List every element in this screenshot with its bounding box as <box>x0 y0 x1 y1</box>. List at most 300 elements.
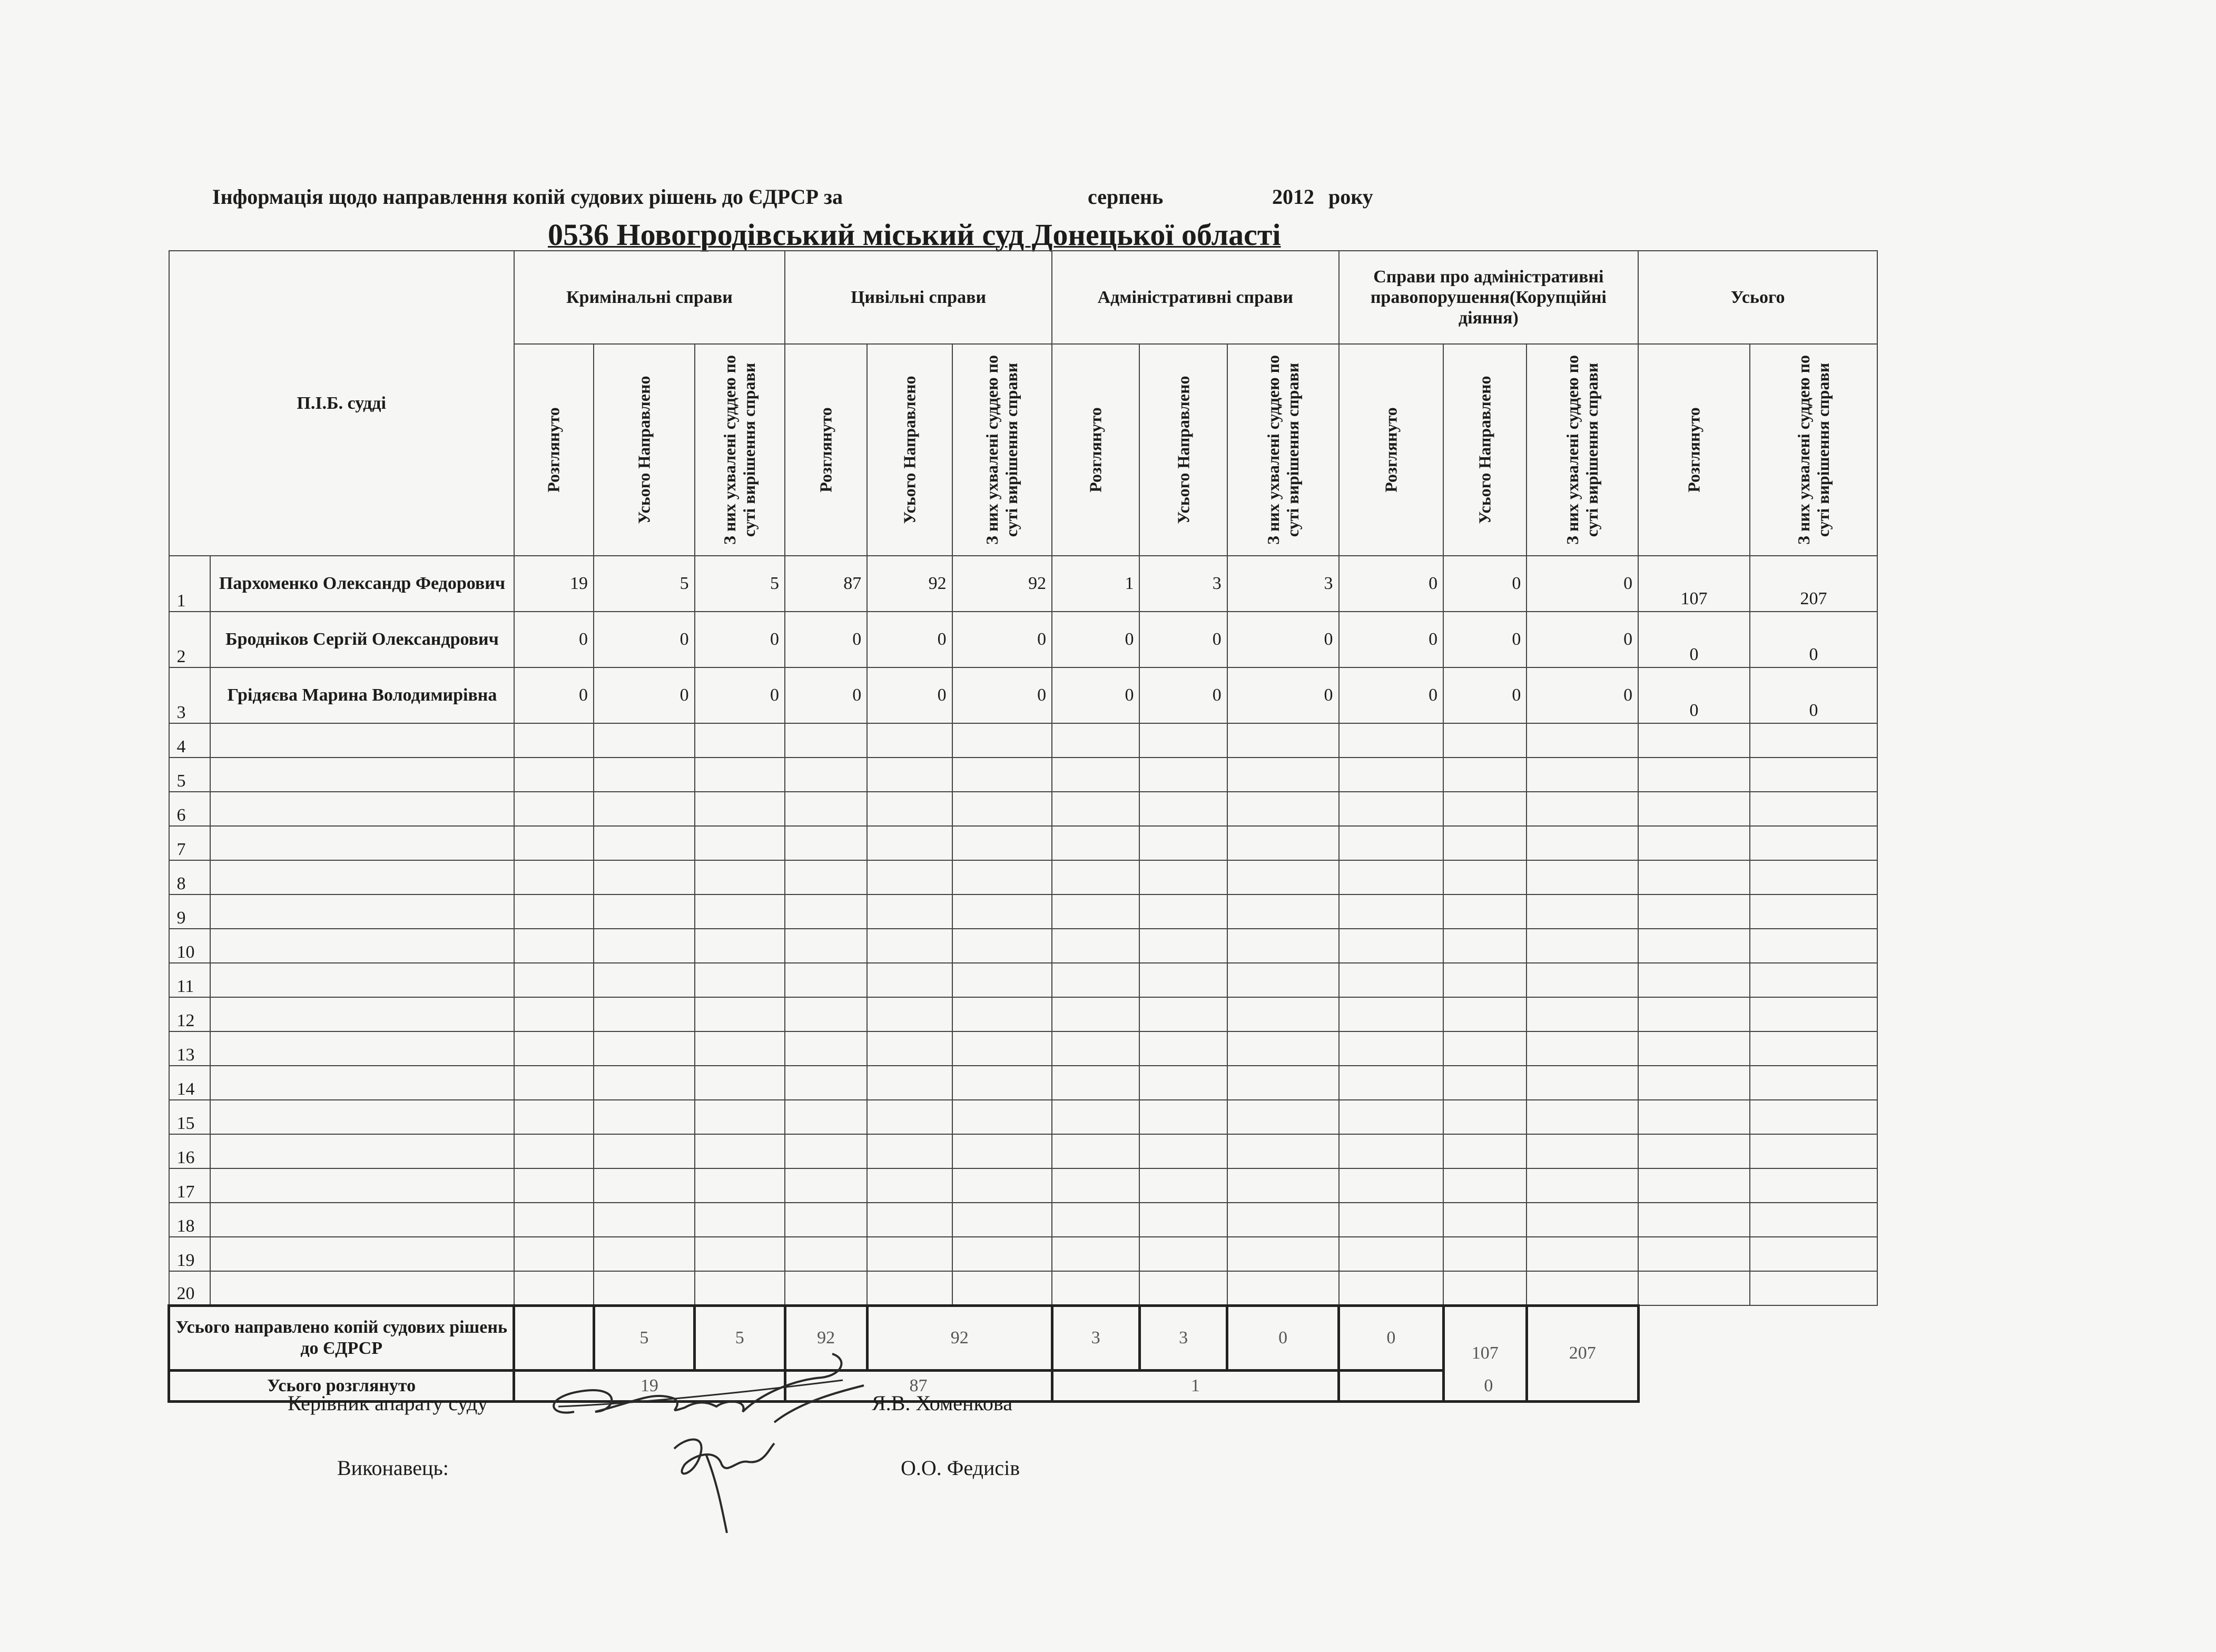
value-cell <box>594 1031 695 1066</box>
judge-name <box>210 963 514 997</box>
value-cell <box>1443 1203 1526 1237</box>
executor-name: О.О. Федисів <box>901 1456 1020 1480</box>
subheader-label: Розглянуто <box>1684 407 1703 493</box>
subheader-sent <box>867 344 952 556</box>
value-cell <box>952 1134 1052 1168</box>
value-cell <box>1227 963 1339 997</box>
value-cell <box>1052 860 1139 894</box>
value-cell <box>867 1203 952 1237</box>
value-cell <box>952 860 1052 894</box>
value-cell <box>1443 963 1526 997</box>
value-cell: 5 <box>695 556 785 612</box>
value-cell <box>1052 894 1139 929</box>
subheader-label: Усього Направлено <box>634 376 654 524</box>
value-cell <box>785 860 867 894</box>
subheader-of_which <box>695 344 785 556</box>
value-cell <box>695 1168 785 1203</box>
value-cell <box>1443 723 1526 758</box>
value-cell <box>1227 860 1339 894</box>
value-cell <box>785 1100 867 1134</box>
value-cell <box>1443 860 1526 894</box>
subheader-of_which <box>1227 344 1339 556</box>
value-cell <box>952 894 1052 929</box>
value-cell <box>1443 894 1526 929</box>
value-cell: 0 <box>1750 667 1877 723</box>
row-number: 15 <box>169 1100 211 1134</box>
executor-label: Виконавець: <box>337 1456 449 1480</box>
value-cell <box>1638 826 1750 860</box>
value-cell <box>1227 1100 1339 1134</box>
table-row <box>169 963 1878 997</box>
value-cell <box>514 792 594 826</box>
value-cell: 0 <box>952 612 1052 667</box>
value-cell <box>1339 1237 1444 1271</box>
total-header: Усього <box>1638 251 1877 344</box>
value-cell <box>1750 1203 1877 1237</box>
value-cell <box>514 860 594 894</box>
value-cell <box>1052 1271 1139 1305</box>
value-cell <box>1339 963 1444 997</box>
value-cell <box>952 723 1052 758</box>
value-cell <box>1526 1100 1638 1134</box>
value-cell <box>1638 1168 1750 1203</box>
total-considered-value: 87 <box>785 1370 1052 1401</box>
value-cell <box>1750 1134 1877 1168</box>
value-cell <box>1526 1237 1638 1271</box>
row-number: 12 <box>169 997 211 1031</box>
judge-name <box>210 1237 514 1271</box>
value-cell: 0 <box>1443 556 1526 612</box>
value-cell: 19 <box>514 556 594 612</box>
value-cell <box>1139 1271 1227 1305</box>
value-cell <box>1638 792 1750 826</box>
value-cell <box>695 758 785 792</box>
total-sent-value: 0 <box>1339 1305 1444 1370</box>
value-cell <box>1227 826 1339 860</box>
value-cell <box>1638 894 1750 929</box>
table-row <box>169 758 1878 792</box>
value-cell <box>867 1066 952 1100</box>
value-cell <box>1139 1100 1227 1134</box>
judge-name <box>210 894 514 929</box>
value-cell <box>1052 1100 1139 1134</box>
subheader-label: З них ухвалені суддею по суті вирішення справи <box>982 355 1021 545</box>
value-cell <box>695 1066 785 1100</box>
value-cell <box>695 792 785 826</box>
value-cell <box>1052 723 1139 758</box>
value-cell: 0 <box>1339 667 1444 723</box>
table-row <box>169 894 1878 929</box>
value-cell <box>514 1031 594 1066</box>
value-cell <box>785 723 867 758</box>
value-cell: 0 <box>695 667 785 723</box>
value-cell <box>1139 1203 1227 1237</box>
value-cell <box>514 758 594 792</box>
value-cell <box>1052 929 1139 963</box>
value-cell: 0 <box>1526 556 1638 612</box>
value-cell <box>785 792 867 826</box>
civil-cases-header: Цивільні справи <box>785 251 1052 344</box>
value-cell <box>1750 1100 1877 1134</box>
total-sent-value: 5 <box>594 1305 695 1370</box>
value-cell <box>952 1168 1052 1203</box>
value-cell <box>1638 1134 1750 1168</box>
value-cell: 0 <box>1052 667 1139 723</box>
row-number: 11 <box>169 963 211 997</box>
value-cell <box>594 1066 695 1100</box>
table-row <box>169 1100 1878 1134</box>
value-cell <box>1339 860 1444 894</box>
value-cell <box>1227 758 1339 792</box>
value-cell <box>514 1237 594 1271</box>
value-cell <box>1750 1271 1877 1305</box>
value-cell <box>952 758 1052 792</box>
table-row <box>169 1031 1878 1066</box>
value-cell <box>785 826 867 860</box>
value-cell <box>785 894 867 929</box>
value-cell <box>594 1203 695 1237</box>
value-cell <box>594 1100 695 1134</box>
value-cell <box>785 1031 867 1066</box>
value-cell <box>1526 963 1638 997</box>
value-cell: 107 <box>1638 556 1750 612</box>
criminal-cases-header: Кримінальні справи <box>514 251 785 344</box>
value-cell <box>1227 997 1339 1031</box>
value-cell <box>867 723 952 758</box>
value-cell: 3 <box>1139 556 1227 612</box>
table-row <box>169 1066 1878 1100</box>
table-row <box>169 612 1878 667</box>
value-cell <box>514 1100 594 1134</box>
administrative-cases-header: Адміністративні справи <box>1052 251 1338 344</box>
value-cell <box>1052 792 1139 826</box>
value-cell: 0 <box>867 667 952 723</box>
judge-name <box>210 1134 514 1168</box>
value-cell <box>785 1237 867 1271</box>
value-cell: 0 <box>1339 612 1444 667</box>
subheader-considered <box>1052 344 1139 556</box>
value-cell <box>1139 1134 1227 1168</box>
value-cell <box>1750 929 1877 963</box>
table-row <box>169 667 1878 723</box>
value-cell <box>1052 1066 1139 1100</box>
value-cell <box>1052 997 1139 1031</box>
value-cell <box>785 963 867 997</box>
table-row <box>169 1203 1878 1237</box>
value-cell <box>867 894 952 929</box>
row-number: 8 <box>169 860 211 894</box>
value-cell <box>1526 1203 1638 1237</box>
value-cell <box>594 758 695 792</box>
value-cell: 0 <box>695 612 785 667</box>
subheader-label: Усього Направлено <box>1174 376 1193 524</box>
value-cell <box>514 826 594 860</box>
table-row <box>169 723 1878 758</box>
judge-name: Бродніков Сергій Олександрович <box>210 612 514 667</box>
value-cell <box>1339 1168 1444 1203</box>
value-cell: 0 <box>1339 556 1444 612</box>
value-cell <box>1052 826 1139 860</box>
value-cell <box>1139 860 1227 894</box>
value-cell <box>594 1168 695 1203</box>
table-row <box>169 1168 1878 1203</box>
total-sent-value: 92 <box>785 1305 867 1370</box>
value-cell <box>1227 1168 1339 1203</box>
value-cell <box>785 758 867 792</box>
value-cell <box>1339 792 1444 826</box>
row-number: 6 <box>169 792 211 826</box>
value-cell: 87 <box>785 556 867 612</box>
judge-name <box>210 860 514 894</box>
value-cell <box>695 894 785 929</box>
total-sent-value: 107 <box>1443 1305 1526 1401</box>
value-cell <box>1052 1203 1139 1237</box>
value-cell <box>1638 997 1750 1031</box>
row-number: 2 <box>169 612 211 667</box>
subheader-label: Розглянуто <box>544 407 564 493</box>
value-cell <box>1443 929 1526 963</box>
judge-name <box>210 792 514 826</box>
judge-name <box>210 1066 514 1100</box>
value-cell <box>1638 1066 1750 1100</box>
total-sent-row <box>169 1305 1878 1370</box>
value-cell <box>952 826 1052 860</box>
judge-name <box>210 1271 514 1305</box>
value-cell <box>1052 758 1139 792</box>
value-cell <box>785 929 867 963</box>
value-cell <box>514 1168 594 1203</box>
subheader-sent <box>1139 344 1227 556</box>
value-cell <box>1227 894 1339 929</box>
court-name: 0536 Новогродівський міський суд Донецької області <box>548 218 1281 252</box>
value-cell <box>1750 723 1877 758</box>
value-cell <box>1526 723 1638 758</box>
value-cell: 92 <box>867 556 952 612</box>
head-name: Я.В. Хоменкова <box>872 1391 1012 1415</box>
subheader-considered <box>1339 344 1444 556</box>
total-sent-value: 5 <box>695 1305 785 1370</box>
value-cell <box>1139 826 1227 860</box>
value-cell <box>1052 1134 1139 1168</box>
value-cell: 0 <box>1139 612 1227 667</box>
value-cell <box>867 1031 952 1066</box>
value-cell: 0 <box>1526 667 1638 723</box>
total-considered-value: 1 <box>1052 1370 1338 1401</box>
value-cell <box>695 723 785 758</box>
value-cell <box>952 1031 1052 1066</box>
value-cell <box>1339 1134 1444 1168</box>
total-sent-label: Усього направлено копій судових рішень до ЄДРСР <box>169 1305 514 1370</box>
subheader-considered <box>514 344 594 556</box>
value-cell <box>1227 1134 1339 1168</box>
value-cell <box>594 826 695 860</box>
value-cell <box>1139 758 1227 792</box>
value-cell <box>1339 1100 1444 1134</box>
value-cell <box>1750 826 1877 860</box>
value-cell: 0 <box>594 667 695 723</box>
value-cell: 0 <box>1443 612 1526 667</box>
subheader-label: З них ухвалені суддею по суті вирішення справи <box>1794 355 1833 545</box>
value-cell <box>867 1134 952 1168</box>
value-cell <box>1638 860 1750 894</box>
total-sent-value: 207 <box>1526 1305 1638 1401</box>
row-number: 17 <box>169 1168 211 1203</box>
value-cell <box>1750 963 1877 997</box>
value-cell <box>1750 1031 1877 1066</box>
value-cell: 0 <box>1052 612 1139 667</box>
value-cell <box>1227 1271 1339 1305</box>
judge-column-header: П.І.Б. судді <box>169 251 514 556</box>
value-cell <box>1227 723 1339 758</box>
value-cell <box>514 1066 594 1100</box>
table-row <box>169 997 1878 1031</box>
judge-name <box>210 1031 514 1066</box>
value-cell <box>1339 826 1444 860</box>
value-cell <box>1526 860 1638 894</box>
value-cell <box>1139 1237 1227 1271</box>
value-cell <box>1052 963 1139 997</box>
value-cell: 0 <box>1443 667 1526 723</box>
value-cell <box>1638 963 1750 997</box>
value-cell <box>1339 1031 1444 1066</box>
value-cell <box>1526 826 1638 860</box>
value-cell <box>1750 1066 1877 1100</box>
value-cell <box>1052 1237 1139 1271</box>
value-cell <box>867 1168 952 1203</box>
value-cell <box>1638 1100 1750 1134</box>
value-cell <box>695 1203 785 1237</box>
value-cell <box>695 1134 785 1168</box>
value-cell <box>867 826 952 860</box>
judge-name <box>210 723 514 758</box>
table-row <box>169 556 1878 612</box>
value-cell <box>1139 1168 1227 1203</box>
value-cell <box>695 1237 785 1271</box>
value-cell <box>695 997 785 1031</box>
value-cell <box>514 1203 594 1237</box>
row-number: 20 <box>169 1271 211 1305</box>
row-number: 3 <box>169 667 211 723</box>
value-cell <box>785 1134 867 1168</box>
value-cell <box>1227 792 1339 826</box>
value-cell <box>1443 1100 1526 1134</box>
value-cell <box>1526 1168 1638 1203</box>
row-number: 14 <box>169 1066 211 1100</box>
value-cell <box>1443 1134 1526 1168</box>
judge-name <box>210 826 514 860</box>
value-cell <box>785 1271 867 1305</box>
value-cell <box>1526 997 1638 1031</box>
value-cell <box>867 758 952 792</box>
total-sent-value: 3 <box>1139 1305 1227 1370</box>
value-cell <box>1139 1031 1227 1066</box>
value-cell <box>1052 1168 1139 1203</box>
value-cell <box>867 1271 952 1305</box>
value-cell <box>1339 758 1444 792</box>
subheader-label: Розглянуто <box>1381 407 1401 493</box>
table-row <box>169 1134 1878 1168</box>
value-cell <box>1750 894 1877 929</box>
row-number: 5 <box>169 758 211 792</box>
value-cell <box>952 963 1052 997</box>
value-cell <box>1526 894 1638 929</box>
admin-offenses-header: Справи про адміністративні правопорушення(Корупційні діяння) <box>1339 251 1639 344</box>
judge-name <box>210 1168 514 1203</box>
subheader-label: З них ухвалені суддею по суті вирішення справи <box>720 355 759 545</box>
value-cell <box>1638 723 1750 758</box>
value-cell <box>1526 929 1638 963</box>
subheader-sent <box>1443 344 1526 556</box>
value-cell: 0 <box>514 667 594 723</box>
value-cell <box>514 997 594 1031</box>
judge-name <box>210 758 514 792</box>
value-cell <box>594 1271 695 1305</box>
value-cell: 0 <box>1638 612 1750 667</box>
value-cell: 0 <box>514 612 594 667</box>
total-sent-value: 92 <box>867 1305 1052 1370</box>
value-cell: 0 <box>1227 612 1339 667</box>
judge-name <box>210 1100 514 1134</box>
value-cell <box>952 1271 1052 1305</box>
value-cell <box>1638 758 1750 792</box>
row-number: 7 <box>169 826 211 860</box>
report-month: серпень <box>1088 185 1164 209</box>
subheader-label: З них ухвалені суддею по суті вирішення справи <box>1263 355 1302 545</box>
report-title: Інформація щодо направлення копій судових рішень до ЄДРСР за <box>212 185 843 209</box>
value-cell <box>594 894 695 929</box>
value-cell <box>867 929 952 963</box>
value-cell <box>1443 1031 1526 1066</box>
row-number: 16 <box>169 1134 211 1168</box>
value-cell <box>1750 758 1877 792</box>
row-number: 9 <box>169 894 211 929</box>
total-sent-value: 3 <box>1052 1305 1139 1370</box>
subheader-considered <box>1638 344 1750 556</box>
judge-name <box>210 929 514 963</box>
value-cell <box>952 929 1052 963</box>
value-cell <box>594 997 695 1031</box>
value-cell: 0 <box>867 612 952 667</box>
value-cell <box>952 997 1052 1031</box>
value-cell <box>952 1066 1052 1100</box>
value-cell: 1 <box>1052 556 1139 612</box>
value-cell <box>1227 1203 1339 1237</box>
value-cell <box>695 1271 785 1305</box>
value-cell: 0 <box>1139 667 1227 723</box>
subheader-label: Розглянуто <box>1086 407 1105 493</box>
total-considered-value: 19 <box>514 1370 785 1401</box>
value-cell <box>1227 1237 1339 1271</box>
value-cell <box>1139 894 1227 929</box>
value-cell: 0 <box>952 667 1052 723</box>
value-cell <box>785 997 867 1031</box>
executor-signature <box>643 1417 790 1538</box>
value-cell <box>514 929 594 963</box>
value-cell <box>1750 1168 1877 1203</box>
value-cell <box>785 1066 867 1100</box>
value-cell <box>1339 1271 1444 1305</box>
judge-name: Грідяєва Марина Володимирівна <box>210 667 514 723</box>
subheader-label: Усього Направлено <box>1475 376 1494 524</box>
report-year-word: року <box>1328 185 1373 209</box>
judge-name <box>210 997 514 1031</box>
value-cell <box>695 860 785 894</box>
value-cell <box>1139 929 1227 963</box>
value-cell <box>1443 792 1526 826</box>
table-row <box>169 1271 1878 1305</box>
total-considered-value: 0 <box>1339 1370 1639 1401</box>
row-number: 18 <box>169 1203 211 1237</box>
